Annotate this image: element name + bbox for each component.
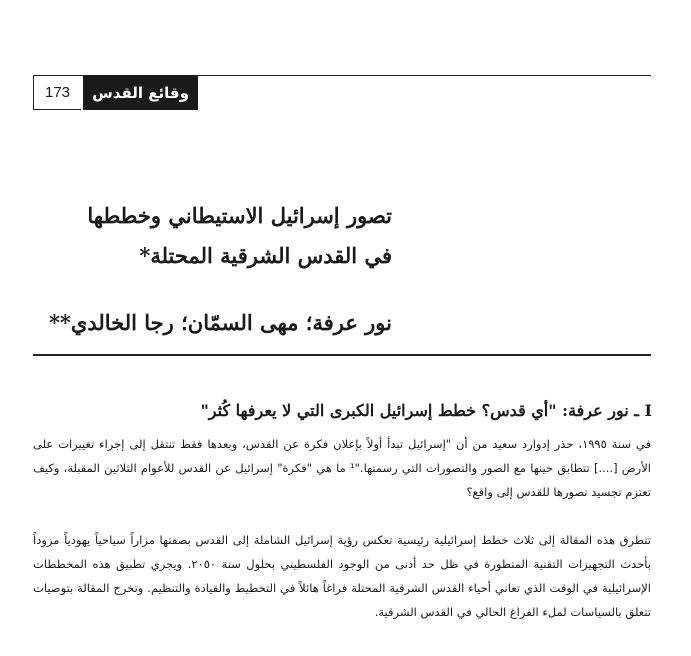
title-line-2: في القدس الشرقية المحتلة* [139, 243, 392, 268]
title-divider [33, 354, 651, 356]
body-paragraph-1: في سنة ١٩٩٥، حذر إدوارد سعيد من أن "إسرائيل تبدأ أولاً بإعلان فكرة عن القدس، وبعدها فقط تنتقل إلى إجراء تغييرات على الأرض [....] تتطابق حينها مع الصور والتصورات التي رسمتها."¹ ما هي "فكرة" إسرائيل عن القدس للأعوام الثلاثين المقبلة، وكيف تعتزم تجسيد تصورها للقدس إلى واقع؟ [33, 437, 652, 499]
section-heading: I ـ نور عرفة: "أي قدس؟ خطط إسرائيل الكبرى التي لا يعرفها كُثر" [200, 401, 652, 420]
body-paragraph-2: تتطرق هذه المقالة إلى ثلاث خطط إسرائيلية رئيسية تعكس رؤية إسرائيل الشاملة إلى القدس بصفتها مزاراً سياحياً يهودياً مزوداً بأحدث التجهيزات التقنية المتطورة في ظل حد أدنى من الوجود الفلسطيني بحلول سنة ٢٠٥٠. ويجري تطبيق هذه المخططات الإسرائيلية في الوقت الذي تعاني أحياء القدس الشرقية المحتلة فراغاً هائلاً في التخطيط والقيادة والتنظيم. وتخرج المقالة بتوصيات تتعلق بالسياسات لملء الفراغ الحالي في القدس الشرقية. [33, 533, 652, 619]
title-line-1: تصور إسرائيل الاستيطاني وخططها [87, 203, 392, 228]
article-authors: نور عرفة؛ مهى السمّان؛ رجا الخالدي** [48, 310, 392, 335]
section-label: وقائع القدس [83, 75, 198, 110]
page-number: 173 [33, 75, 81, 110]
article-title [87, 196, 392, 276]
